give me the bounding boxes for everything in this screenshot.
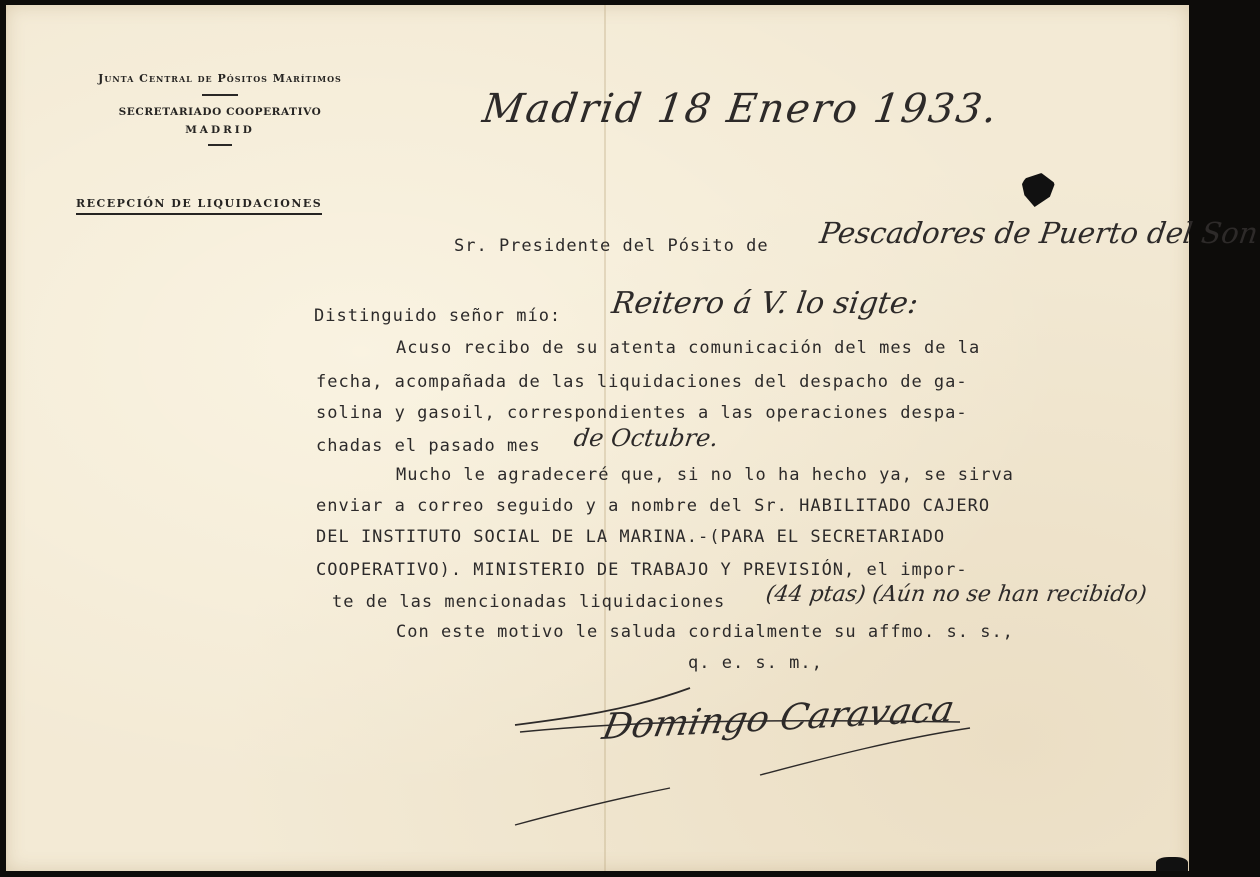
letterhead-organization: Junta Central de Pósitos Marítimos <box>98 72 342 85</box>
letterhead-department: SECRETARIADO COOPERATIVO <box>118 106 322 118</box>
closing-formula: q. e. s. m., <box>688 653 823 673</box>
signature-text: Domingo Caravaca <box>598 688 958 749</box>
recipient-printed: Sr. Presidente del Pósito de <box>454 236 769 256</box>
letterhead-rule-small <box>208 144 232 146</box>
body-line: enviar a correo seguido y a nombre del Sr. HABILITADO CAJERO <box>316 496 991 516</box>
letterhead <box>70 72 370 146</box>
body-line: chadas el pasado mes <box>316 436 541 456</box>
body-line: solina y gasoil, correspondientes a las operaciones despa- <box>316 403 968 423</box>
letterhead-city: MADRID <box>185 124 255 136</box>
body-line: te de las mencionadas liquidaciones <box>332 592 726 612</box>
recipient-handwritten: Pescadores de Puerto del Son <box>817 216 1260 250</box>
signature <box>510 680 980 830</box>
body-line: fecha, acompañada de las liquidaciones del despacho de ga- <box>316 372 968 392</box>
handwritten-amount-note: (44 ptas) (Aún no se han recibido) <box>764 582 1149 607</box>
body-line: COOPERATIVO). MINISTERIO DE TRABAJO Y PREVISIÓN, el impor- <box>316 560 968 580</box>
paper-nick <box>1156 857 1188 871</box>
body-line: Mucho le agradeceré que, si no lo ha hecho ya, se sirva <box>396 465 1014 485</box>
body-line: Acuso recibo de su atenta comunicación del mes de la <box>396 338 981 358</box>
body-line: DEL INSTITUTO SOCIAL DE LA MARINA.-(PARA EL SECRETARIADO <box>316 527 946 547</box>
handwritten-month: de Octubre. <box>572 424 721 452</box>
section-heading: RECEPCIÓN DE LIQUIDACIONES <box>76 197 322 215</box>
paper-hole <box>1021 173 1055 207</box>
body-line: Con este motivo le saluda cordialmente su affmo. s. s., <box>396 622 1014 642</box>
letterhead-rule <box>202 94 238 96</box>
salutation-handwritten: Reitero á V. lo sigte: <box>609 286 921 321</box>
salutation-printed: Distinguido señor mío: <box>314 306 562 326</box>
handwritten-date: Madrid 18 Enero 1933. <box>479 86 1002 132</box>
